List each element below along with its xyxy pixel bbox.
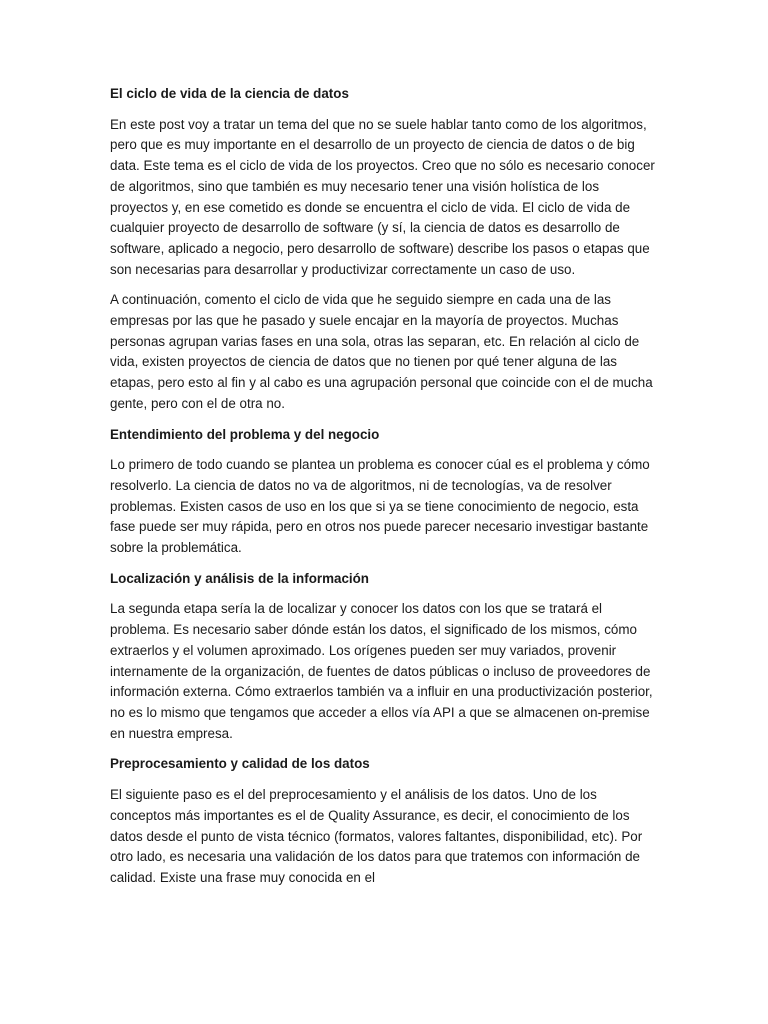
section-heading-data-location: Localización y análisis de la información bbox=[110, 570, 369, 586]
section-text-preprocessing: El siguiente paso es el del preprocesamiento y el análisis de los datos. Uno de los conceptos más importantes es el de Quality Assurance, es decir, el conocimiento de los datos desde el punto de vista técnico (formatos, valores faltantes, disponibilidad, etc). Por otro lado, es necesaria una validación de los datos para que tratemos con información de calidad. Existe una frase muy conocida en el bbox=[110, 787, 643, 885]
document-page bbox=[110, 84, 660, 899]
intro-paragraph-1: En este post voy a tratar un tema del que no se suele hablar tanto como de los algoritmos, pero que es muy importante en el desarrollo de un proyecto de ciencia de datos o de big data. Este tema es el ciclo de vida de los proyectos. Creo que no sólo es necesario conocer de algoritmos, sino que también es muy necesario tener una visión holística de los proyectos y, en ese cometido es donde se encuentra el ciclo de vida. El ciclo de vida de cualquier proyecto de desarrollo de software (y sí, la ciencia de datos es desarrollo de software, aplicado a negocio, pero desarrollo de software) describe los pasos o etapas que son necesarias para desarrollar y productivizar correctamente un caso de uso. bbox=[110, 116, 655, 277]
section-text-problem: Lo primero de todo cuando se plantea un problema es conocer cúal es el problema y cómo resolverlo. La ciencia de datos no va de algoritmos, ni de tecnologías, va de resolver problemas. Existen casos de uso en los que si ya se tiene conocimiento de negocio, esta fase puede ser muy rápida, pero en otros nos puede parecer necesario investigar bastante sobre la problemática. bbox=[110, 457, 650, 556]
intro-paragraph-2: A continuación, comento el ciclo de vida que he seguido siempre en cada una de las empresas por las que he pasado y suele encajar en la mayoría de proyectos. Muchas personas agrupan varias fases en una sola, otras las separan, etc. En relación al ciclo de vida, existen proyectos de ciencia de datos que no tienen por qué tener alguna de las etapas, pero esto al fin y al cabo es una agrupación personal que coincide con el de mucha gente, pero con el de otra no. bbox=[110, 292, 653, 411]
document-title: El ciclo de vida de la ciencia de datos bbox=[110, 86, 349, 101]
section-heading-problem: Entendimiento del problema y del negocio bbox=[110, 426, 380, 442]
section-heading-preprocessing: Preprocesamiento y calidad de los datos bbox=[110, 756, 370, 772]
section-text-data-location: La segunda etapa sería la de localizar y conocer los datos con los que se tratará el problema. Es necesario saber dónde están los datos, el significado de los mismos, cómo extraerlos y el volumen aproximado. Los orígenes pueden ser muy variados, provenir internamente de la organización, de fuentes de datos públicas o incluso de proveedores de información externa. Cómo extraerlos también va a influir en una productivización posterior, no es lo mismo que tengamos que acceder a ellos vía API a que se almacenen on-premise en nuestra empresa. bbox=[110, 601, 653, 741]
